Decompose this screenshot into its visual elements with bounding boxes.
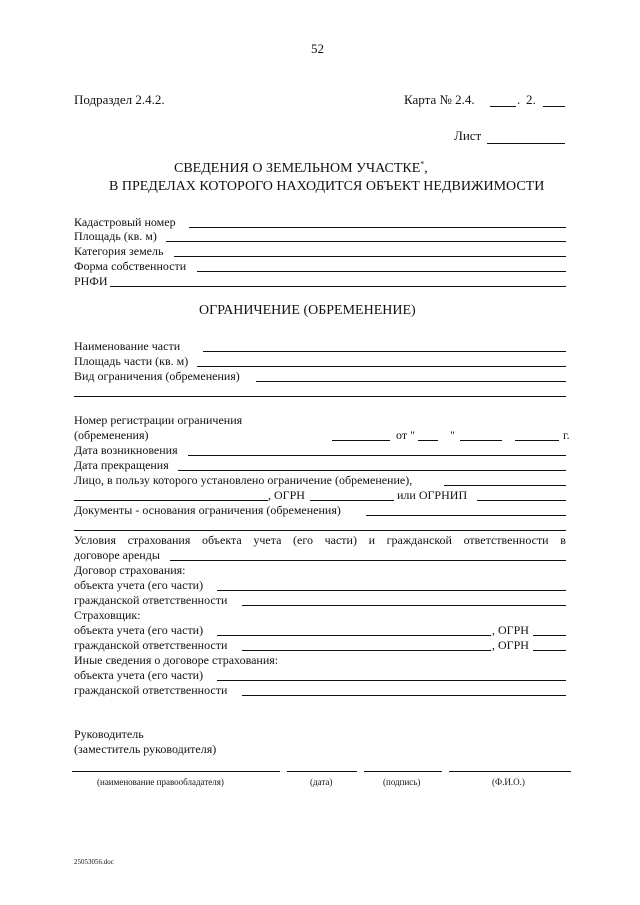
ogrn-label: , ОГРН — [268, 488, 305, 502]
part-name-field[interactable] — [203, 351, 566, 352]
registration-label-1: Номер регистрации ограничения — [74, 413, 243, 427]
rnfi-label: РНФИ — [74, 274, 108, 288]
ogrnip-label: или ОГРНИП — [397, 488, 468, 502]
date-caption: (дата) — [310, 777, 333, 787]
end-date-field[interactable] — [178, 470, 566, 471]
date-line[interactable] — [287, 771, 357, 772]
registration-quote: " — [450, 428, 455, 442]
restriction-type-field[interactable] — [256, 381, 566, 382]
restriction-type-field-2[interactable] — [74, 396, 566, 397]
ogrn-field[interactable] — [310, 500, 394, 501]
sheet-line[interactable] — [487, 143, 565, 144]
ic-word-5: (его — [293, 533, 313, 547]
subsection-label: Подраздел 2.4.2. — [74, 92, 165, 107]
holder-name-caption: (наименование правообладателя) — [97, 777, 224, 787]
cadastral-number-field[interactable] — [189, 227, 566, 228]
other-object-field[interactable] — [217, 680, 566, 681]
registration-from-label: от " — [396, 428, 415, 442]
sheet-label: Лист — [454, 128, 482, 143]
ic-word-4: учета — [253, 533, 282, 547]
insurer-liability-label: гражданской ответственности — [74, 638, 228, 652]
contract-object-field[interactable] — [217, 590, 566, 591]
full-name-line[interactable] — [449, 771, 571, 772]
cadastral-number-label: Кадастровый номер — [74, 215, 176, 229]
insurance-contract-label: Договор страхования: — [74, 563, 186, 577]
ic-word-1: Условия — [74, 533, 116, 547]
area-label: Площадь (кв. м) — [74, 229, 157, 243]
insurer-object-field[interactable] — [217, 635, 491, 636]
contract-object-label: объекта учета (его части) — [74, 578, 204, 592]
footer-file-name: 25053056.doc — [74, 858, 114, 866]
insurer-object-label: объекта учета (его части) — [74, 623, 204, 637]
contract-liability-label: гражданской ответственности — [74, 593, 228, 607]
card-suffix-line[interactable] — [543, 106, 565, 107]
lease-agreement-field[interactable] — [170, 560, 566, 561]
beneficiary-field[interactable] — [444, 485, 566, 486]
ownership-form-field[interactable] — [197, 271, 566, 272]
card-dot: . — [517, 92, 521, 107]
part-area-field[interactable] — [197, 366, 566, 367]
insurer-liability-ogrn-label: , ОГРН — [492, 638, 529, 652]
other-info-label: Иные сведения о договоре страхования: — [74, 653, 279, 667]
ogrnip-field[interactable] — [477, 500, 566, 501]
ic-word-3: объекта — [202, 533, 242, 547]
area-field[interactable] — [166, 241, 566, 242]
restriction-title: ОГРАНИЧЕНИЕ (ОБРЕМЕНЕНИЕ) — [199, 303, 416, 318]
part-area-label: Площадь части (кв. м) — [74, 354, 189, 368]
card-prefix: Карта № 2.4. — [404, 92, 475, 107]
ic-word-10: в — [560, 533, 566, 547]
holder-name-line[interactable] — [72, 771, 280, 772]
start-date-label: Дата возникновения — [74, 443, 178, 457]
registration-year-label: г. — [563, 428, 570, 442]
insurer-liability-field[interactable] — [242, 650, 491, 651]
ic-word-7: и — [368, 533, 375, 547]
land-category-label: Категория земель — [74, 244, 164, 258]
ic-word-6: части) — [324, 533, 357, 547]
insurance-conditions-line1 — [74, 533, 566, 547]
card-number-line[interactable] — [490, 106, 516, 107]
ic-word-2: страхования — [127, 533, 191, 547]
insurer-liability-ogrn-field[interactable] — [533, 650, 566, 651]
land-category-field[interactable] — [174, 256, 566, 257]
beneficiary-label: Лицо, в пользу которого установлено ограничение (обременение), — [74, 473, 413, 487]
documents-label: Документы - основания ограничения (обременения) — [74, 503, 341, 517]
title-line1: СВЕДЕНИЯ О ЗЕМЕЛЬНОМ УЧАСТКЕ — [174, 161, 421, 176]
land-plot-title — [174, 159, 428, 176]
deputy-head-label: (заместитель руководителя) — [74, 742, 217, 756]
signature-caption: (подпись) — [383, 777, 421, 787]
other-object-label: объекта учета (его части) — [74, 668, 204, 682]
registration-day-field[interactable] — [418, 440, 438, 441]
title-asterisk: * — [420, 159, 425, 169]
other-liability-label: гражданской ответственности — [74, 683, 228, 697]
signature-line[interactable] — [364, 771, 442, 772]
insurer-object-ogrn-field[interactable] — [533, 635, 566, 636]
ownership-form-label: Форма собственности — [74, 259, 187, 273]
full-name-caption: (Ф.И.О.) — [492, 777, 525, 787]
land-plot-subtitle: В ПРЕДЕЛАХ КОТОРОГО НАХОДИТСЯ ОБЪЕКТ НЕДВИЖИМОСТИ — [109, 179, 545, 194]
head-label: Руководитель — [74, 727, 144, 741]
card-two: 2. — [526, 92, 536, 107]
end-date-label: Дата прекращения — [74, 458, 169, 472]
title-comma: , — [424, 161, 428, 176]
registration-month-field[interactable] — [460, 440, 502, 441]
part-name-label: Наименование части — [74, 339, 181, 353]
registration-number-field[interactable] — [332, 440, 390, 441]
start-date-field[interactable] — [188, 455, 566, 456]
documents-field-2[interactable] — [74, 530, 566, 531]
rnfi-field[interactable] — [110, 286, 566, 287]
other-liability-field[interactable] — [242, 695, 566, 696]
contract-liability-field[interactable] — [242, 605, 566, 606]
beneficiary-field-2[interactable] — [74, 500, 268, 501]
insurer-label: Страховщик: — [74, 608, 141, 622]
restriction-type-label: Вид ограничения (обременения) — [74, 369, 240, 383]
insurer-object-ogrn-label: , ОГРН — [492, 623, 529, 637]
registration-label-2: (обременения) — [74, 428, 149, 442]
insurance-conditions-line2: договоре аренды — [74, 548, 160, 562]
ic-word-8: гражданской — [386, 533, 452, 547]
ic-word-9: ответственности — [463, 533, 549, 547]
documents-field[interactable] — [366, 515, 566, 516]
registration-year-field[interactable] — [515, 440, 559, 441]
page-number: 52 — [311, 41, 324, 56]
